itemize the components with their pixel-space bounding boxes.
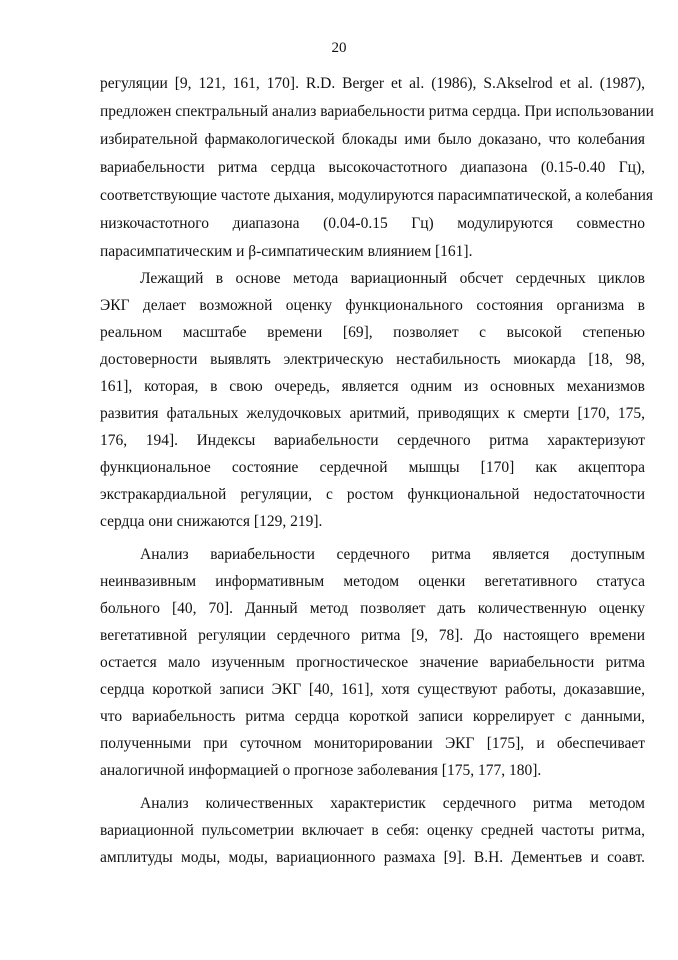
text-line: вариабельности ритма сердца высокочастотного диапазона (0.15-0.40 Гц), (100, 159, 645, 176)
text-line: парасимпатическим и β-симпатическим влиянием [161]. (100, 243, 473, 260)
text-line: Анализ вариабельности сердечного ритма является доступным (140, 546, 645, 563)
text-line: 176, 194]. Индексы вариабельности сердечного ритма характеризуют (100, 432, 645, 449)
text-line: избирательной фармакологической блокады ими было доказано, что колебания (100, 131, 645, 148)
text-line: соответствующие частоте дыхания, модулируются парасимпатической, а колебания (100, 187, 654, 204)
text-line: реальном масштабе времени [69], позволяет с высокой степенью (100, 324, 645, 341)
page-number: 20 (331, 40, 347, 56)
text-line: амплитуды моды, моды, вариационного размаха [9]. В.Н. Дементьев и соавт. (100, 849, 645, 866)
text-line: Анализ количественных характеристик сердечного ритма методом (140, 795, 645, 812)
text-line: вариационной пульсометрии включает в себя: оценку средней частоты ритма, (100, 822, 645, 839)
text-line: низкочастотного диапазона (0.04-0.15 Гц) модулируются совместно (100, 215, 645, 232)
text-line: что вариабельность ритма сердца короткой записи коррелирует с данными, (100, 708, 645, 725)
text-line: остается мало изученным прогностическое значение вариабельности ритма (100, 654, 645, 671)
text-line: полученными при суточном мониторировании ЭКГ [175], и обеспечивает (100, 735, 645, 752)
text-line: регуляции [9, 121, 161, 170]. R.D. Berger et al. (1986), S.Akselrod et al. (1987), (100, 75, 645, 92)
text-line: предложен спектральный анализ вариабельности ритма сердца. При использовании (100, 103, 654, 120)
text-line: ЭКГ делает возможной оценку функционального состояния организма в (100, 297, 645, 314)
text-line: 161], которая, в свою очередь, является одним из основных механизмов (100, 378, 645, 395)
text-line: сердца короткой записи ЭКГ [40, 161], хотя существуют работы, доказавшие, (100, 681, 645, 698)
text-line: сердца они снижаются [129, 219]. (100, 513, 323, 530)
text-line: достоверности выявлять электрическую нестабильность миокарда [18, 98, (100, 351, 645, 368)
text-line: аналогичной информацией о прогнозе заболевания [175, 177, 180]. (100, 762, 542, 779)
text-line: неинвазивным информативным методом оценки вегетативного статуса (100, 573, 645, 590)
text-line: больного [40, 70]. Данный метод позволяет дать количественную оценку (100, 600, 645, 617)
text-line: экстракардиальной регуляции, с ростом функциональной недостаточности (100, 486, 645, 503)
text-line: вегетативной регуляции сердечного ритма [9, 78]. До настоящего времени (100, 627, 645, 644)
text-line: функциональное состояние сердечной мышцы [170] как акцептора (100, 459, 645, 476)
text-line: развития фатальных желудочковых аритмий, приводящих к смерти [170, 175, (100, 405, 645, 422)
text-line: Лежащий в основе метода вариационный обсчет сердечных циклов (140, 270, 645, 287)
